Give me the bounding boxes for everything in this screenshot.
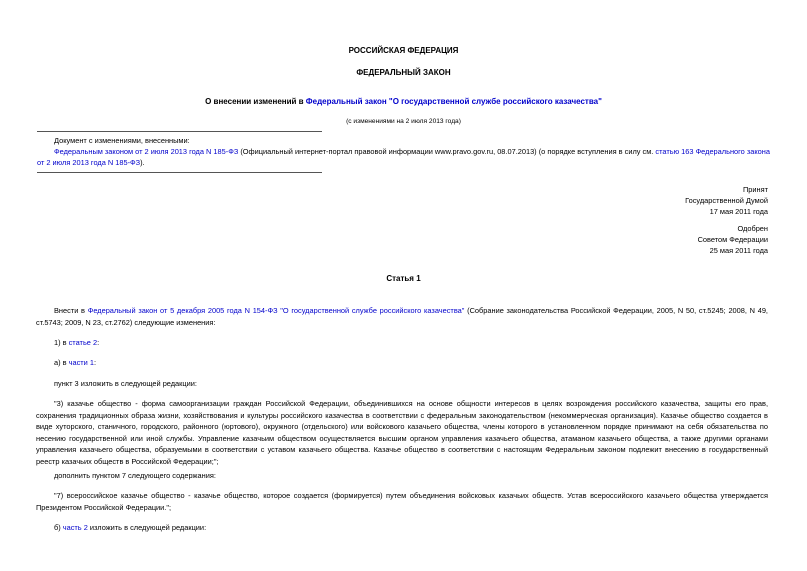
p1-pre: Внести в — [54, 306, 88, 315]
point-7-text: "7) всероссийское казачье общество - казачье общество, которое создается (формируется) путем объединения войсковых казачьих обществ. Устав всероссийского казачьего общества утверждается Президентом Российской Федерации."; — [36, 491, 768, 512]
part-1-link[interactable]: части 1 — [68, 358, 94, 367]
changes-link-185fz[interactable]: Федеральным законом от 2 июля 2013 года N 185-ФЗ — [54, 147, 239, 156]
adoption-council — [698, 223, 768, 256]
changes-text-1: (Официальный интернет-портал правовой информации www.pravo.gov.ru, 08.07.2013) (о порядке вступления в силу см. — [238, 147, 656, 156]
item-b-paragraph — [36, 522, 768, 534]
p2-pre: 1) в — [54, 338, 69, 347]
adopted-label: Принят — [742, 185, 768, 194]
p1-post: (Собрание законодательства Российской Федерации, 2005, N 50, ст.5245; 2008, N 49, ст.5743; 2009, N 23, ст.2762) следующие изменения: — [36, 306, 768, 327]
approved-date: 25 мая 2011 года — [709, 246, 768, 255]
article-intro-paragraph — [36, 305, 768, 328]
title-prefix: О внесении изменений в — [205, 97, 306, 106]
document-title — [0, 97, 807, 106]
country-heading: РОССИЙСКАЯ ФЕДЕРАЦИЯ — [348, 46, 459, 55]
point-3-instruction: пункт 3 изложить в следующей редакции: — [54, 379, 197, 388]
point-7-instruction: дополнить пунктом 7 следующего содержания: — [54, 471, 216, 480]
item-a-paragraph — [36, 357, 768, 369]
adoption-duma — [685, 184, 768, 217]
item-1-paragraph — [36, 337, 768, 349]
p3-pre: а) в — [54, 358, 69, 367]
title-law-link[interactable]: Федеральный закон "О государственной службе российского казачества" — [305, 97, 602, 106]
p2-post: : — [97, 338, 100, 347]
point-3-text: "3) казачье общество - форма самоорганизации граждан Российской Федерации, объединившихся на основе общности интересов в целях возрождения российского казачества, защиты его прав, сохранения традиционных образа жизни, хозяйствования и культуры российского казачества в соответствии с федеральным законодательством (некоммерческая организация). Казачье общество создается в виде хуторского, станичного, городского, районного (юртового), окружного (отдельского) или войскового казачьего общества, члены которого в установленном порядке принимают на себя обязательства по несению государственной или иной службы. Управление казачьим обществом осуществляется высшим органом управления казачьего общества, атаманом казачьего общества, а также другими органами управления казачьего общества, образуемыми в соответствии с уставом казачьего общества. Казачье общество в соответствии с настоящим Федеральным законом подлежит внесению в государственный реестр казачьих обществ в Российской Федерации;"; — [36, 399, 768, 466]
p8-post: изложить в следующей редакции: — [87, 523, 207, 532]
adopted-date: 17 мая 2011 года — [709, 207, 768, 216]
approved-body: Советом Федерации — [697, 235, 768, 244]
changes-intro: Документ с изменениями, внесенными: — [54, 136, 190, 145]
changes-text-2: ). — [140, 158, 145, 167]
p8-pre: б) — [54, 523, 63, 532]
article-heading: Статья 1 — [386, 274, 421, 283]
p3-post: : — [93, 358, 97, 367]
adopted-body: Государственной Думой — [685, 196, 768, 205]
approved-label: Одобрен — [737, 224, 768, 233]
revision-note: (с изменениями на 2 июля 2013 года) — [346, 118, 461, 125]
law-154fz-link[interactable]: Федеральный закон от 5 декабря 2005 года N 154-ФЗ "О государственной службе российского казачества" — [87, 306, 465, 315]
changes-link-article-163[interactable]: статью 163 Федерального закона от 2 июля 2013 года N 185-ФЗ — [37, 147, 770, 167]
article-2-link[interactable]: статье 2 — [68, 338, 98, 347]
changes-text — [37, 146, 770, 168]
part-2-link[interactable]: часть 2 — [62, 523, 88, 532]
changes-bottom-rule — [37, 172, 322, 173]
doc-type-heading: ФЕДЕРАЛЬНЫЙ ЗАКОН — [356, 68, 451, 77]
changes-top-rule — [37, 131, 322, 132]
